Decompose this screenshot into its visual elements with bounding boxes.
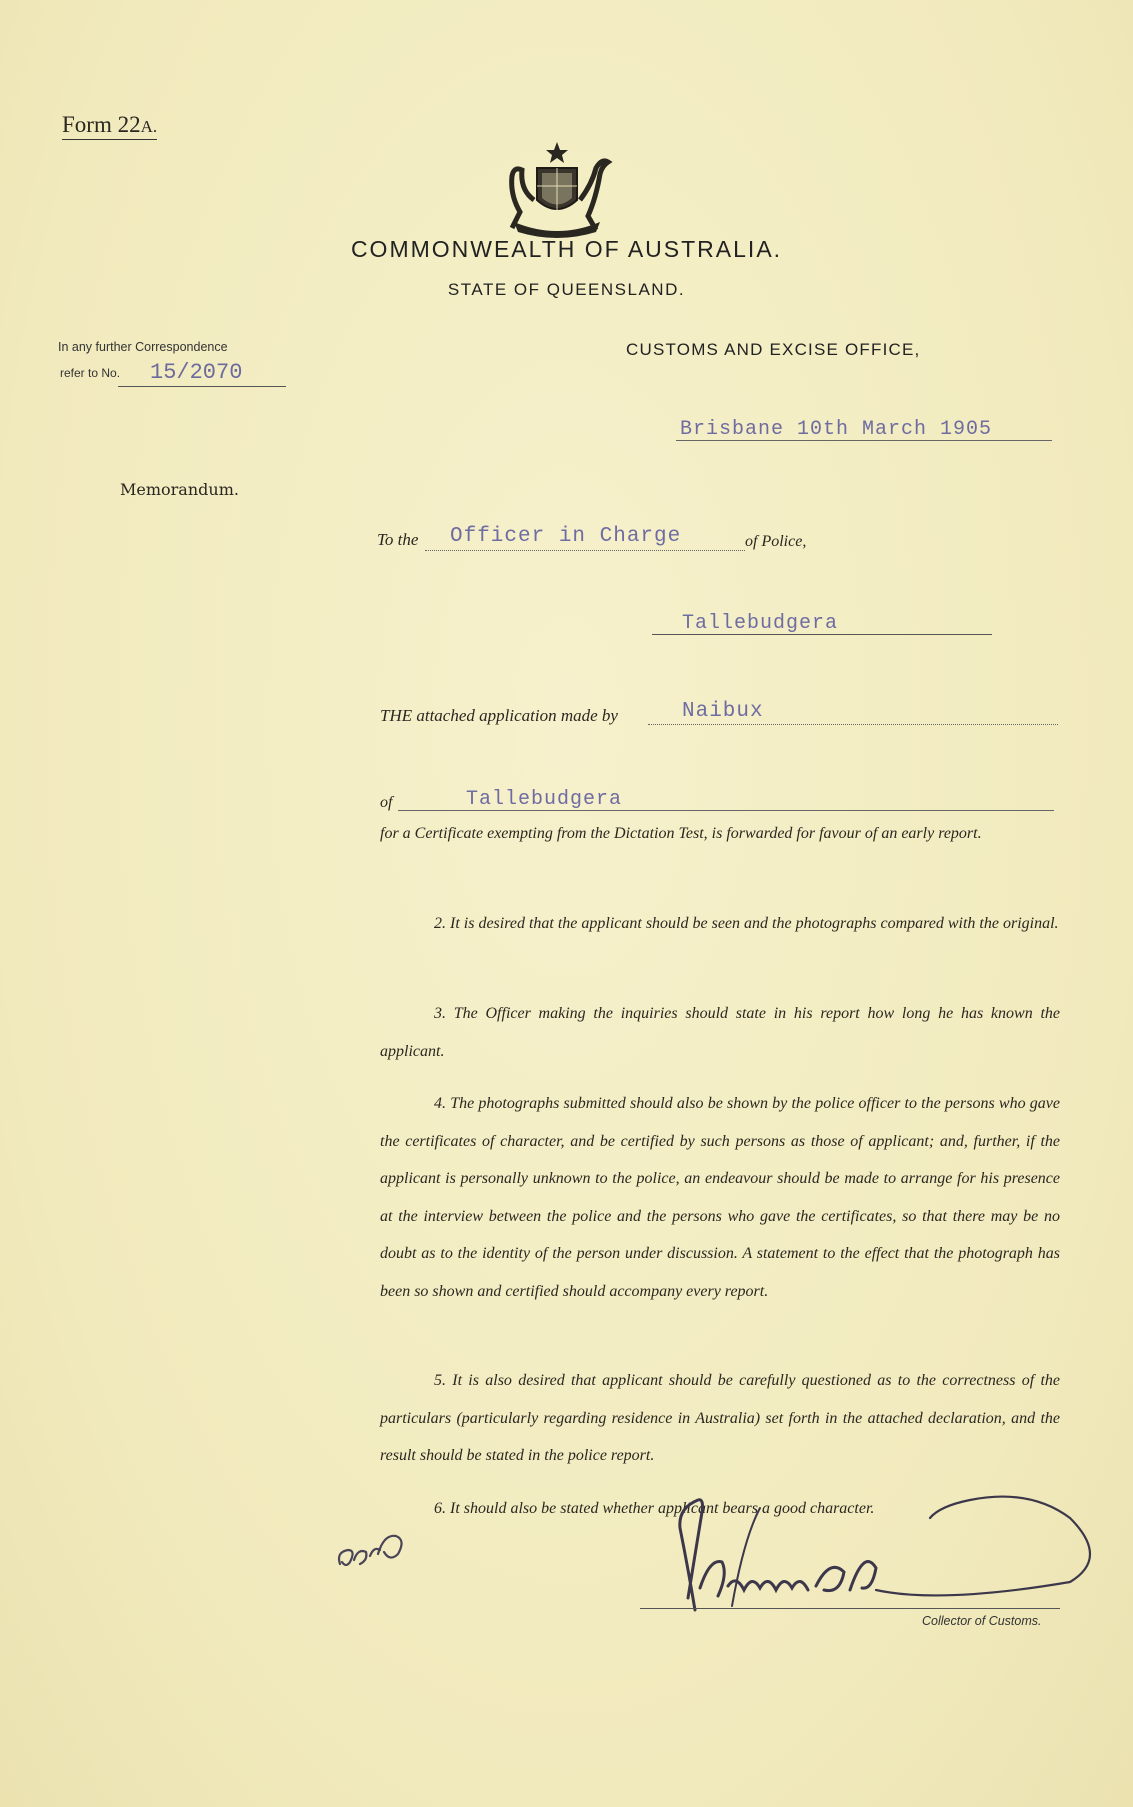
to-suffix: of Police, bbox=[745, 533, 807, 550]
signatory-title: Collector of Customs. bbox=[922, 1614, 1042, 1628]
date-underline bbox=[676, 440, 1052, 441]
paragraph-1: for a Certificate exempting from the Dictation Test, is forwarded for favour of an early report. bbox=[380, 825, 982, 842]
page-title: COMMONWEALTH OF AUSTRALIA. bbox=[350, 236, 783, 262]
paragraph-2: 2. It is desired that the applicant should be seen and the photographs compared with the original. bbox=[434, 915, 1059, 932]
applicant-name: Naibux bbox=[682, 700, 764, 723]
office-name: CUSTOMS AND EXCISE OFFICE, bbox=[626, 340, 921, 359]
applicant-location: Tallebudgera bbox=[466, 788, 623, 811]
application-label: THE attached application made by bbox=[380, 706, 618, 725]
recipient-underline bbox=[425, 550, 745, 551]
signature-line bbox=[640, 1608, 1060, 1609]
form-number: Form 22A. bbox=[62, 112, 157, 140]
memorandum-label: Memorandum. bbox=[120, 480, 239, 499]
paragraph-6: 6. It should also be stated whether applicant bears a good character. bbox=[434, 1500, 875, 1517]
recipient-location: Tallebudgera bbox=[682, 612, 839, 635]
handwritten-signature bbox=[640, 1478, 1100, 1618]
paragraph-4: 4. The photographs submitted should also be shown by the police officer to the persons who gave the certificates of character, and be certified by such persons as those of applicant; and, further, if the applicant is personally unknown to the police, an endeavour should be made to arrange for his presence at the interview between the police and the persons who gave the certificates, so that there may be no doubt as to the identity of the person under discussion. A statement to the effect that the photograph has been so shown and certified should accompany every report. bbox=[380, 1095, 1060, 1300]
refer-underline bbox=[118, 386, 286, 387]
coat-of-arms-icon bbox=[492, 140, 622, 240]
to-prefix: To the bbox=[377, 530, 419, 549]
state-subtitle: STATE OF QUEENSLAND. bbox=[447, 280, 686, 299]
refer-label: refer to No. bbox=[60, 366, 121, 380]
of-label: of bbox=[380, 794, 393, 811]
correspondence-note: In any further Correspondence bbox=[58, 340, 228, 354]
reference-number: 15/2070 bbox=[150, 360, 243, 385]
recipient: Officer in Charge bbox=[450, 525, 682, 548]
applicant-underline bbox=[648, 724, 1058, 725]
paragraph-5: 5. It is also desired that applicant should be carefully questioned as to the correctness of the particulars (particularly regarding residence in Australia) set forth in the attached declaration, and the result should be stated in the police report. bbox=[380, 1372, 1060, 1464]
paragraph-3: 3. The Officer making the inquiries should state in his report how long he has known the applicant. bbox=[380, 1005, 1060, 1060]
handwritten-initials bbox=[334, 1526, 424, 1576]
place-date: Brisbane 10th March 1905 bbox=[680, 418, 993, 441]
